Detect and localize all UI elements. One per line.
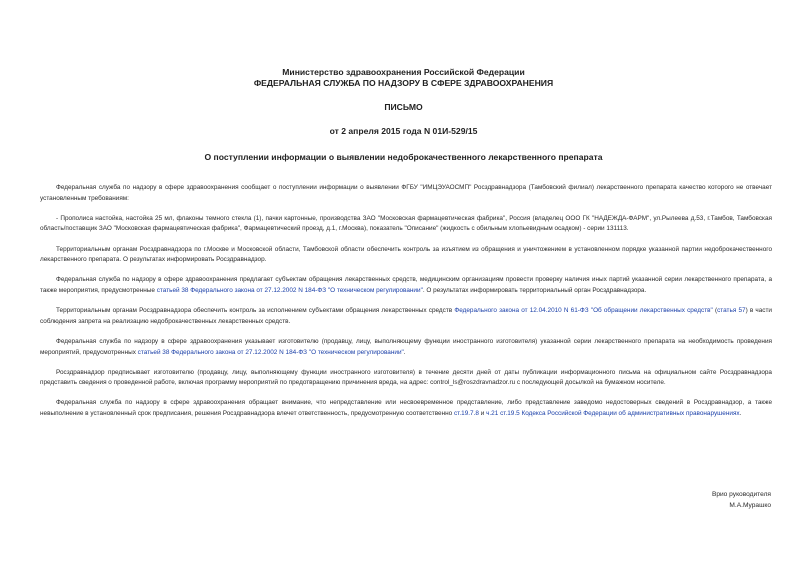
paragraph-4-text-end: . О результатах информировать территориальный орган Росздравнадзора. bbox=[422, 286, 647, 294]
paragraph-5 bbox=[40, 306, 772, 327]
document-subject: О поступлении информации о выявлении недоброкачественного лекарственного препарата bbox=[204, 152, 603, 162]
paragraph-5-text: Территориальным органам Росздравнадзора обеспечить контроль за исполнением субъектами обращения лекарственных средств bbox=[56, 307, 455, 315]
law-184-article-38-link[interactable]: статьей 38 Федерального закона от 27.12.2002 N 184-ФЗ "О техническом регулировании" bbox=[156, 286, 423, 294]
article-57-link[interactable]: статья 57 bbox=[717, 307, 746, 315]
signature-block bbox=[712, 489, 771, 511]
paragraph-4-text: Федеральная служба по надзору в сфере здравоохранения предлагает субъектам обращения лекарственных средств, медицинским организациям провести проверку наличия иных партий указанной серии лекарственного препарата, а также мероприятия, предусмотренные bbox=[40, 276, 772, 294]
paragraph-4 bbox=[40, 275, 772, 296]
signatory-position: Врио руководителя bbox=[711, 491, 771, 498]
paragraph-8-text-end: . bbox=[739, 410, 742, 418]
document-date-number: от 2 апреля 2015 года N 01И-529/15 bbox=[329, 126, 478, 136]
paragraph-1: Федеральная служба по надзору в сфере здравоохранения сообщает о поступлении информации о выявлении ФГБУ "ИМЦЭУАОСМП" Росздравнадзора (Тамбовский филиал) лекарственного препарата качество которого не отвечает установленным требованиям: bbox=[40, 184, 772, 202]
paragraph-5-text-end: ) в части соблюдения запрета на реализацию недоброкачественных лекарственных средств. bbox=[40, 307, 772, 325]
koap-article-19-5-link[interactable]: ч.21 ст.19.5 Кодекса Российской Федерации об административных правонарушениях bbox=[486, 410, 740, 418]
document-header bbox=[0, 67, 807, 137]
signatory-name: М.А.Мурашко bbox=[729, 502, 771, 509]
paragraph-7: Росздравнадзор предписывает изготовителю (продавцу, лицу, выполняющему функции иностранного изготовителя) в течение десяти дней от даты публикации информационного письма на официальном сайте Росздравнадзора представить сведения о проведенной работе, включая программу мероприятий по предотвращению причинения вреда, на адрес: control_ls@roszdravnadzor.ru с последующей досылкой на бумажном носителе. bbox=[40, 368, 772, 387]
law-184-article-38-link-2[interactable]: статьей 38 Федерального закона от 27.12.2002 N 184-ФЗ "О техническом регулировании" bbox=[137, 348, 404, 356]
paragraph-2: - Прополиса настойка, настойка 25 мл, флаконы темного стекла (1), пачки картонные, производства ЗАО "Московская фармацевтическая фабрика", Россия (владелец ООО ГК "НАДЕЖДА-ФАРМ", ул.Рылеева д.53, г.Тамбов, Тамбовская область/поставщик ЗАО "Московская фармацевтическая фабрика", Фармацевтический проезд, д.1, г.Москва), показатель "Описание" (жидкость с обильным хлопьевидным осадком) - серии 131113. bbox=[40, 214, 772, 233]
paragraph-8-conj: и bbox=[478, 410, 487, 418]
law-61-fz-link[interactable]: Федерального закона от 12.04.2010 N 61-ФЗ "Об обращении лекарственных средств" bbox=[454, 307, 713, 315]
paragraph-5-paren: ( bbox=[712, 307, 718, 315]
document-type: ПИСЬМО bbox=[384, 102, 423, 112]
ministry-name: Министерство здравоохранения Российской Федерации bbox=[282, 67, 525, 77]
paragraph-6-text: Федеральная служба по надзору в сфере здравоохранения указывает изготовителю (продавцу, лицу, выполняющему функции иностранного изготовителя) указанной серии лекарственного препарата на необходимость проведения мероприятий, предусмотренных bbox=[40, 337, 772, 356]
paragraph-3: Территориальным органам Росздравнадзора по г.Москве и Московской области, Тамбовской области обеспечить контроль за изъятием из обращения и уничтожением в установленном порядке указанной партии недоброкачественного лекарственного препарата. О результатах информировать Росздравнадзор. bbox=[40, 245, 772, 264]
service-name: ФЕДЕРАЛЬНАЯ СЛУЖБА ПО НАДЗОРУ В СФЕРЕ ЗДРАВООХРАНЕНИЯ bbox=[253, 78, 554, 88]
paragraph-6-text-end: . bbox=[403, 348, 406, 356]
paragraph-6 bbox=[40, 337, 772, 358]
document-body bbox=[40, 183, 772, 429]
article-19-7-8-link[interactable]: ст.19.7.8 bbox=[453, 410, 479, 418]
paragraph-8-text: Федеральная служба по надзору в сфере здравоохранения обращает внимание, что непредставление или несвоевременное представление, либо представление заведомо недостоверных сведений в Росздравнадзор, а также невыполнение в установленный срок предписания, решения Росздравнадзора влечет ответственность, предусмотренную соответственно bbox=[40, 399, 772, 418]
paragraph-8 bbox=[40, 398, 772, 419]
